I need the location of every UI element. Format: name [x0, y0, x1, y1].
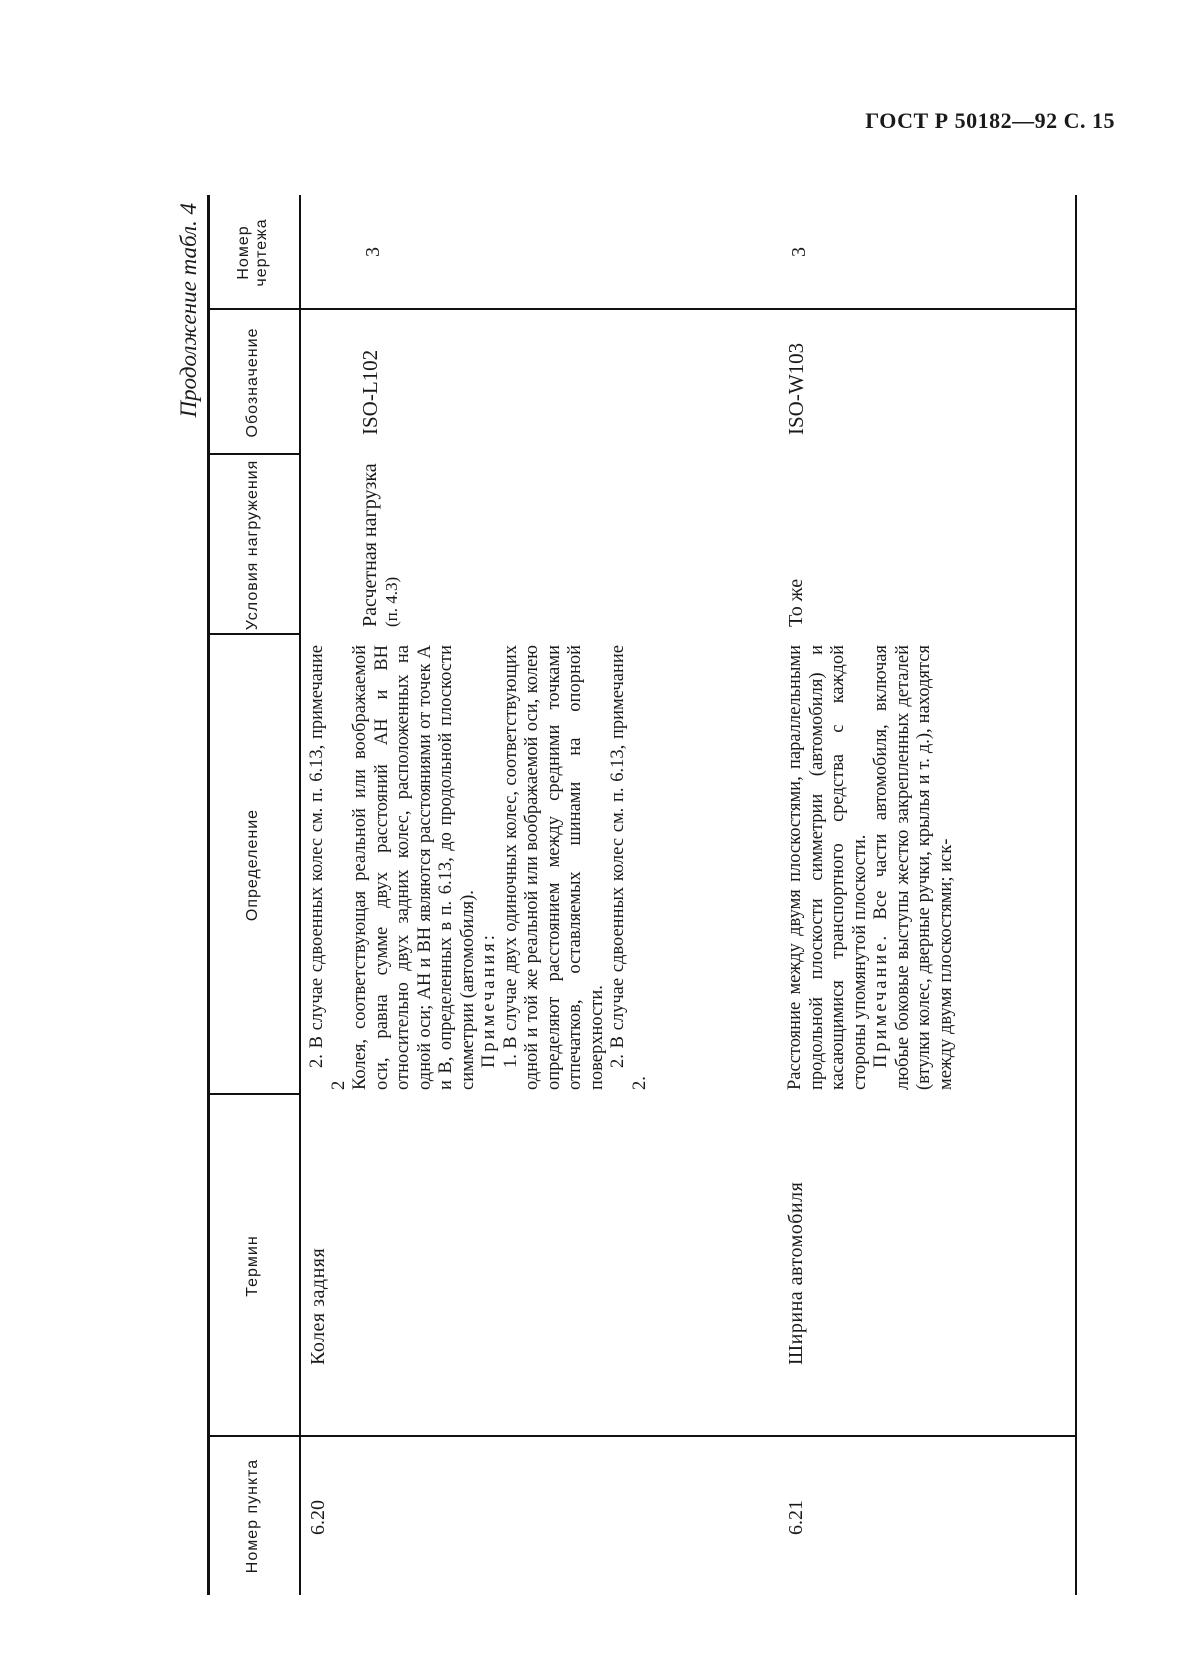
- load-condition: [359, 457, 403, 627]
- note-1: 1. В случае двух одиночных колес, соответствующих одной и той же реальной или воображаемой оси, колею определяют расстоянием между средними точками отпечатков, оставляемых шинами на опорной поверхности.: [500, 645, 607, 1090]
- definition-text: [785, 645, 957, 1090]
- load-condition: [785, 457, 807, 627]
- page-header: ГОСТ Р 50182—92 С. 15: [865, 108, 1115, 133]
- notes-title: Примечания:: [479, 932, 499, 1068]
- col-header-item-no: Номер пункта: [244, 1458, 261, 1574]
- drawing-number: 3: [788, 247, 810, 257]
- col-header-drawing: Номер чертежа: [235, 218, 270, 287]
- definitions-table: [207, 195, 1077, 1595]
- col-header-definition: Определение: [244, 808, 261, 922]
- note-2: 2. В случае сдвоенных колес см. п. 6.13, примечание 2.: [608, 645, 650, 1090]
- term-text: Ширина автомобиля: [785, 1181, 807, 1365]
- col-header-term: Термин: [244, 1235, 261, 1297]
- col-divider-1: [207, 1436, 1077, 1438]
- load-text: Расчетная нагрузка: [359, 463, 381, 627]
- table-bottom-rule: [1075, 195, 1077, 1595]
- note-title: Примечание.: [871, 932, 891, 1068]
- designation-code: ISO-W103: [784, 342, 808, 435]
- item-number: 6.21: [785, 1500, 807, 1535]
- load-text: То же: [785, 578, 807, 627]
- load-reference: (п. 4.3): [382, 576, 401, 627]
- note-paragraph: [871, 645, 957, 1090]
- definition-main: Колея, соответствующая реальной или воображаемой оси, равна сумме двух расстояний AH и BH относительно двух задних колес, расположенных на одной оси; AH и BH являются расстояниями от точек A и B, определенных в п. 6.13, до продольной плоскости симметрии (автомобиля).: [350, 645, 478, 1090]
- col-divider-5: [207, 309, 1077, 311]
- note-text: Все части автомобиля, включая любые боковые выступы жестко закрепленных деталей (втулки колес, дверные ручки, крылья и т. д.), находятся между двумя плоскостями; иск-: [871, 644, 956, 1090]
- rotated-table-sheet: [172, 195, 1122, 1595]
- item-number: 6.20: [307, 1500, 329, 1535]
- header-rule: [299, 195, 301, 1595]
- col-header-load: Условия нагружения: [244, 459, 261, 631]
- definition-lead: 2. В случае сдвоенных колес см. п. 6.13, примечание 2: [307, 645, 349, 1090]
- term-text: Колея задняя: [307, 1247, 329, 1365]
- designation-code: ISO-L102: [358, 349, 382, 435]
- definition-main: Расстояние между двумя плоскостями, параллельными продольной плоскости симметрии (автомобиля) и касающимися транспортного средства с каждой стороны упомянутой плоскости.: [785, 645, 870, 1090]
- table-caption: Продолжение табл. 4: [176, 203, 201, 418]
- definition-text: [307, 645, 651, 1090]
- col-header-designation: Обозначение: [244, 327, 261, 438]
- drawing-number: 3: [362, 247, 384, 257]
